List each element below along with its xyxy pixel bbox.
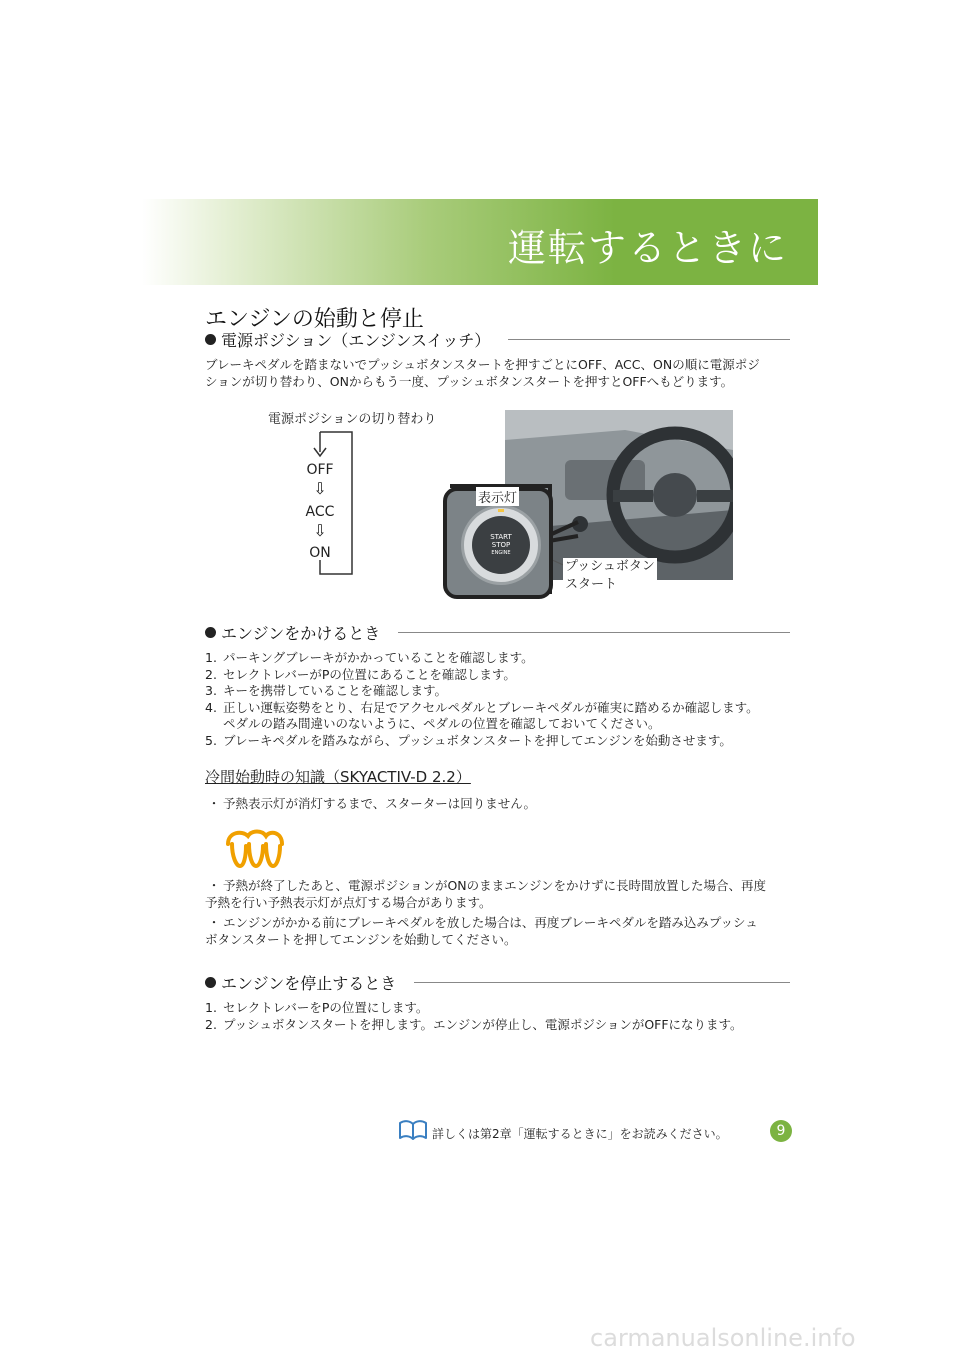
label-line: スタート xyxy=(565,577,618,592)
chapter-title: 運転するときに xyxy=(507,226,788,270)
subheading-stop-engine xyxy=(205,970,790,994)
subheading-text: 電源ポジション（エンジンスイッチ） xyxy=(221,330,491,350)
bullet-dot xyxy=(205,627,216,638)
step-text: 正しい運転姿勢をとり、右足でアクセルペダルとブレーキペダルが確実に踏めるか確認します。 xyxy=(223,699,759,715)
glow-plug-indicator-icon xyxy=(222,826,288,870)
list-item xyxy=(205,667,795,684)
heading-rule xyxy=(508,339,790,340)
step-text: キーを携帯していることを確認します。 xyxy=(223,683,448,698)
list-item xyxy=(205,683,795,700)
cold-bullet-3 xyxy=(205,915,795,948)
start-steps-list xyxy=(205,650,795,749)
position-off: OFF xyxy=(306,462,334,478)
button-text-stop: STOP xyxy=(491,541,511,549)
book-icon xyxy=(398,1119,428,1141)
list-item xyxy=(205,733,795,750)
step-number: 1. xyxy=(205,1000,217,1015)
cold-bullet-1 xyxy=(205,796,795,813)
cold-bullet-2 xyxy=(205,878,795,911)
watermark: carmanualsonline.info xyxy=(590,1324,856,1352)
bullet-text: 予熱が終了したあと、電源ポジションがONのままエンジンをかけずに長時間放置した場合、再度 xyxy=(223,878,767,893)
list-item xyxy=(205,1000,795,1017)
bullet-mark: ・ xyxy=(207,796,221,811)
heading-rule xyxy=(398,632,790,633)
start-stop-button xyxy=(472,516,530,574)
bullet-dot xyxy=(205,334,216,345)
step-continuation: ペダルの踏み間違いのないように、ペダルの位置を確認しておいてください。 xyxy=(223,716,661,731)
power-paragraph xyxy=(205,356,795,390)
step-text: プッシュボタンスタートを押します。エンジンが停止し、電源ポジションがOFFになります。 xyxy=(223,1016,743,1032)
footer-reference-note: 詳しくは第2章「運転するときに」をお読みください。 xyxy=(432,1127,728,1141)
indicator-light xyxy=(498,509,504,512)
subheading-power-position xyxy=(205,327,790,351)
position-on: ON xyxy=(309,545,331,561)
step-text: ブレーキペダルを踏みながら、プッシュボタンスタートを押してエンジンを始動させます。 xyxy=(223,732,732,748)
bullet-text: エンジンがかかる前にブレーキペダルを放した場合は、再度ブレーキペダルを踏み込みプッシュ xyxy=(223,915,758,930)
paragraph-line: ションが切り替わり、ONからもう一度、プッシュボタンスタートを押すとOFFへもどります。 xyxy=(205,374,734,389)
section-title: エンジンの始動と停止 xyxy=(205,307,424,332)
bullet-mark: ・ xyxy=(207,915,221,930)
list-item xyxy=(205,700,795,717)
step-number: 2. xyxy=(205,666,217,682)
bullet-mark: ・ xyxy=(207,878,221,893)
chapter-banner xyxy=(142,199,818,285)
down-arrow-icon: ⇩ xyxy=(313,521,327,540)
position-acc: ACC xyxy=(305,504,335,520)
down-arrow-icon: ⇩ xyxy=(313,479,327,498)
indicator-label: 表示灯 xyxy=(476,487,519,506)
subheading-text: エンジンをかけるとき xyxy=(221,623,381,643)
step-number: 2. xyxy=(205,1016,217,1032)
step-text: セレクトレバーをPの位置にします。 xyxy=(223,1000,429,1015)
subheading-text: エンジンを停止するとき xyxy=(221,973,397,993)
paragraph-line: ブレーキペダルを踏まないでプッシュボタンスタートを押すごとにOFF、ACC、ONの順に電源ポジ xyxy=(205,357,760,372)
label-line: プッシュボタン xyxy=(565,559,655,574)
push-button-label xyxy=(563,558,657,594)
step-number: 5. xyxy=(205,732,217,748)
step-number: 1. xyxy=(205,650,217,665)
cold-start-title: 冷間始動時の知識（SKYACTIV-D 2.2） xyxy=(205,768,471,786)
subheading-start-engine xyxy=(205,620,790,644)
step-text: パーキングブレーキがかかっていることを確認します。 xyxy=(223,650,534,665)
diagram-title: 電源ポジションの切り替わり xyxy=(268,412,437,427)
step-text: セレクトレバーがPの位置にあることを確認します。 xyxy=(223,666,516,682)
bullet-text-cont: 予熱を行い予熱表示灯が点灯する場合があります。 xyxy=(205,894,492,910)
button-text-engine: ENGINE xyxy=(491,550,511,556)
step-number: 3. xyxy=(205,683,217,698)
list-item xyxy=(205,650,795,667)
stop-steps-list xyxy=(205,1000,795,1033)
step-number: 4. xyxy=(205,699,217,715)
bullet-text-cont: ボタンスタートを押してエンジンを始動してください。 xyxy=(205,931,517,947)
bullet-text: 予熱表示灯が消灯するまで、スターターは回りません。 xyxy=(223,796,537,811)
page-number: 9 xyxy=(770,1120,792,1142)
button-text-start: START xyxy=(490,533,512,541)
heading-rule xyxy=(414,982,790,983)
list-item xyxy=(205,1017,795,1034)
bullet-dot xyxy=(205,977,216,988)
